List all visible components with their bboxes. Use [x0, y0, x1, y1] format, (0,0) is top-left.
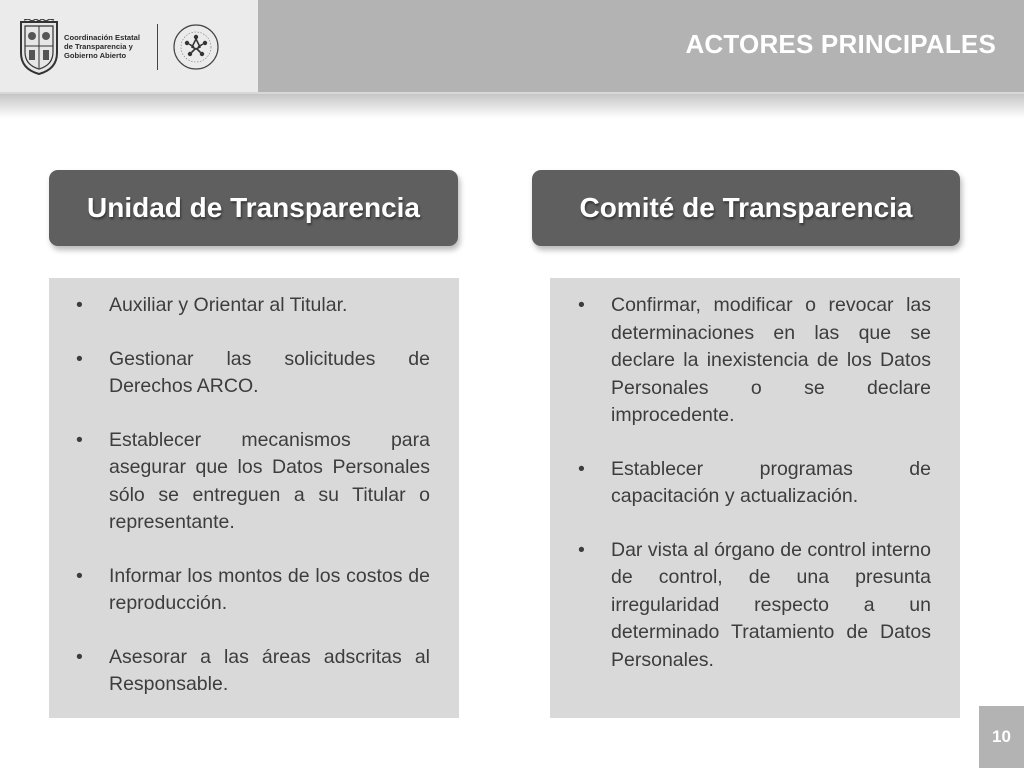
list-item-text: Asesorar a las áreas adscritas al Responsable. [109, 645, 430, 695]
list-item [578, 537, 931, 675]
header-shadow [0, 92, 1024, 118]
list-item [76, 644, 430, 699]
header-bar [0, 0, 1024, 92]
comite-content-box [550, 278, 960, 718]
org-line-2: de Transparencia y [64, 42, 133, 51]
organization-name [64, 33, 164, 60]
bullet-glyph: • [76, 564, 83, 587]
bullet-glyph: • [578, 457, 585, 480]
state-coat-of-arms-icon [18, 19, 60, 76]
comite-heading: Comité de Transparencia [532, 170, 960, 246]
bullet-glyph: • [578, 538, 585, 561]
list-item [76, 292, 430, 320]
list-item [76, 563, 430, 618]
comite-bullet-list [578, 292, 931, 674]
unidad-content-box [49, 278, 459, 718]
list-item [578, 292, 931, 430]
unidad-bullet-list [76, 292, 430, 699]
org-line-3: Gobierno Abierto [64, 51, 127, 60]
list-item [76, 427, 430, 537]
bullet-glyph: • [76, 645, 83, 668]
page-number-box [979, 706, 1024, 768]
bullet-glyph: • [76, 428, 83, 451]
list-item-text: Gestionar las solicitudes de Derechos ARCO. [109, 347, 430, 397]
list-item-text: Establecer programas de capacitación y actualización. [611, 457, 931, 507]
list-item-text: Auxiliar y Orientar al Titular. [109, 294, 348, 316]
logo-area [0, 0, 258, 92]
list-item-text: Confirmar, modificar o revocar las determinaciones en las que se declare la inexistencia de los Datos Personales o se declare improcedente. [611, 294, 931, 426]
org-line-1: Coordinación Estatal [64, 33, 140, 42]
list-item-text: Dar vista al órgano de control interno de control, de una presunta irregularidad respecto a un determinado Tratamiento de Datos Personales. [611, 538, 931, 671]
unidad-heading: Unidad de Transparencia [49, 170, 458, 246]
page-number: 10 [992, 727, 1011, 746]
bullet-glyph: • [578, 294, 585, 316]
bullet-glyph: • [76, 347, 83, 370]
logo-divider [157, 24, 158, 70]
list-item-text: Informar los montos de los costos de reproducción. [109, 564, 430, 614]
list-item [578, 456, 931, 511]
list-item-text: Establecer mecanismos para asegurar que los Datos Personales sólo se entreguen a su Titular o representante. [109, 428, 430, 533]
transparency-seal-icon [172, 23, 220, 71]
bullet-glyph: • [76, 294, 83, 316]
page-title: ACTORES PRINCIPALES [685, 29, 996, 59]
list-item [76, 346, 430, 401]
